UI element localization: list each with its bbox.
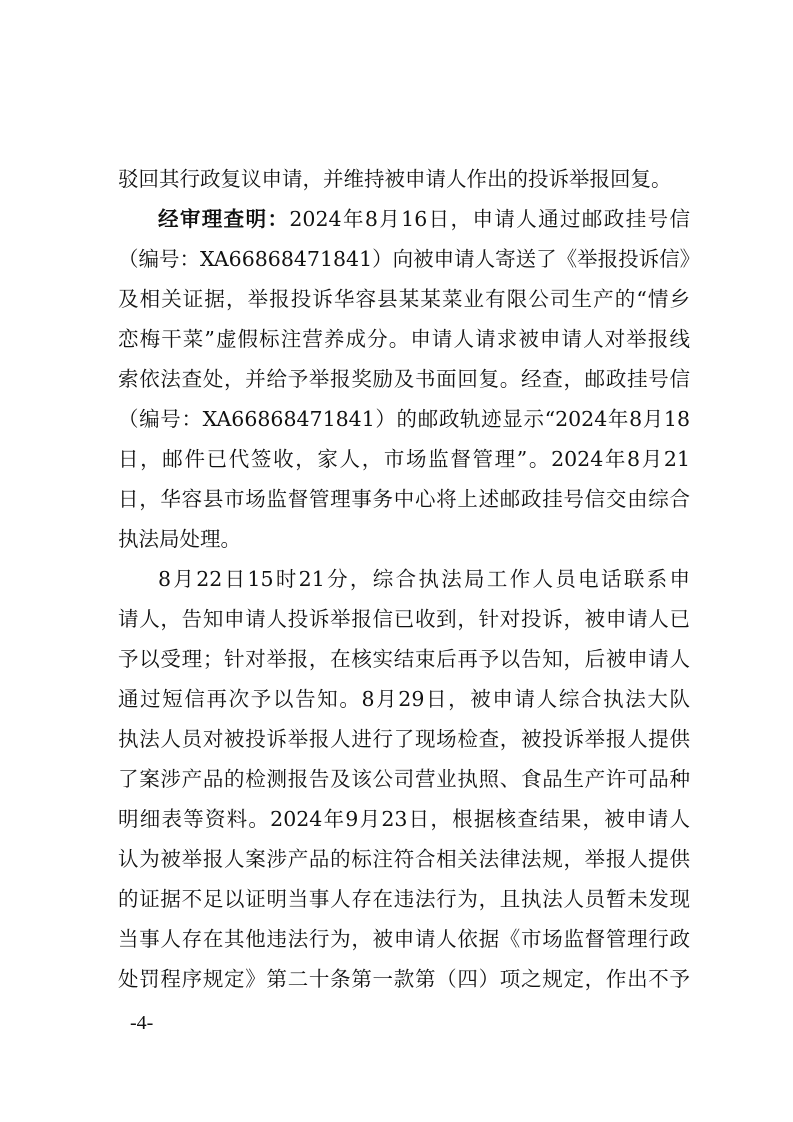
text-line: 了案涉产品的检测报告及该公司营业执照、食品生产许可品种 — [118, 767, 690, 791]
text-line: 恋梅干菜”虚假标注营养成分。申请人请求被申请人对举报线 — [118, 327, 690, 351]
text-line: 认为被举报人案涉产品的标注符合相关法律法规，举报人提供 — [118, 847, 690, 871]
text-line: 驳回其行政复议申请，并维持被申请人作出的投诉举报回复。 — [118, 167, 672, 191]
text-line: 日，邮件已代签收，家人，市场监督管理”。2024年8月21 — [118, 447, 690, 471]
text-line: 处罚程序规定》第二十条第一款第（四）项之规定，作出不予 — [118, 967, 690, 991]
text-line: 日，华容县市场监督管理事务中心将上述邮政挂号信交由综合 — [118, 487, 690, 511]
page-number: -4- — [130, 1012, 154, 1034]
text-line: 当事人存在其他违法行为，被申请人依据《市场监督管理行政 — [118, 927, 690, 951]
text-line: 索依法查处，并给予举报奖励及书面回复。经查，邮政挂号信 — [118, 367, 690, 391]
text-line: 8月22日15时21分，综合执法局工作人员电话联系申 — [158, 567, 690, 591]
text-line: （编号：XA66868471841）向被申请人寄送了《举报投诉信》 — [118, 247, 701, 271]
findings-heading: 经审理查明： — [158, 207, 290, 231]
text-line: 予以受理；针对举报，在核实结束后再予以告知，后被申请人 — [118, 647, 690, 671]
text-line — [158, 206, 690, 233]
text-line: 通过短信再次予以告知。8月29日，被申请人综合执法大队 — [118, 687, 690, 711]
text-line: （编号：XA66868471841）的邮政轨迹显示“2024年8月18 — [118, 407, 690, 431]
text-line: 请人，告知申请人投诉举报信已收到，针对投诉，被申请人已 — [118, 607, 690, 631]
text-line: 执法人员对被投诉举报人进行了现场检查，被投诉举报人提供 — [118, 727, 690, 751]
text-line: 执法局处理。 — [118, 527, 241, 551]
text-line: 及相关证据，举报投诉华容县某某菜业有限公司生产的“情乡 — [118, 287, 690, 311]
text-line: 的证据不足以证明当事人存在违法行为，且执法人员暂未发现 — [118, 887, 690, 911]
text-line-content: 2024年8月16日，申请人通过邮政挂号信 — [289, 207, 690, 231]
text-line: 明细表等资料。2024年9月23日，根据核查结果，被申请人 — [118, 807, 690, 831]
